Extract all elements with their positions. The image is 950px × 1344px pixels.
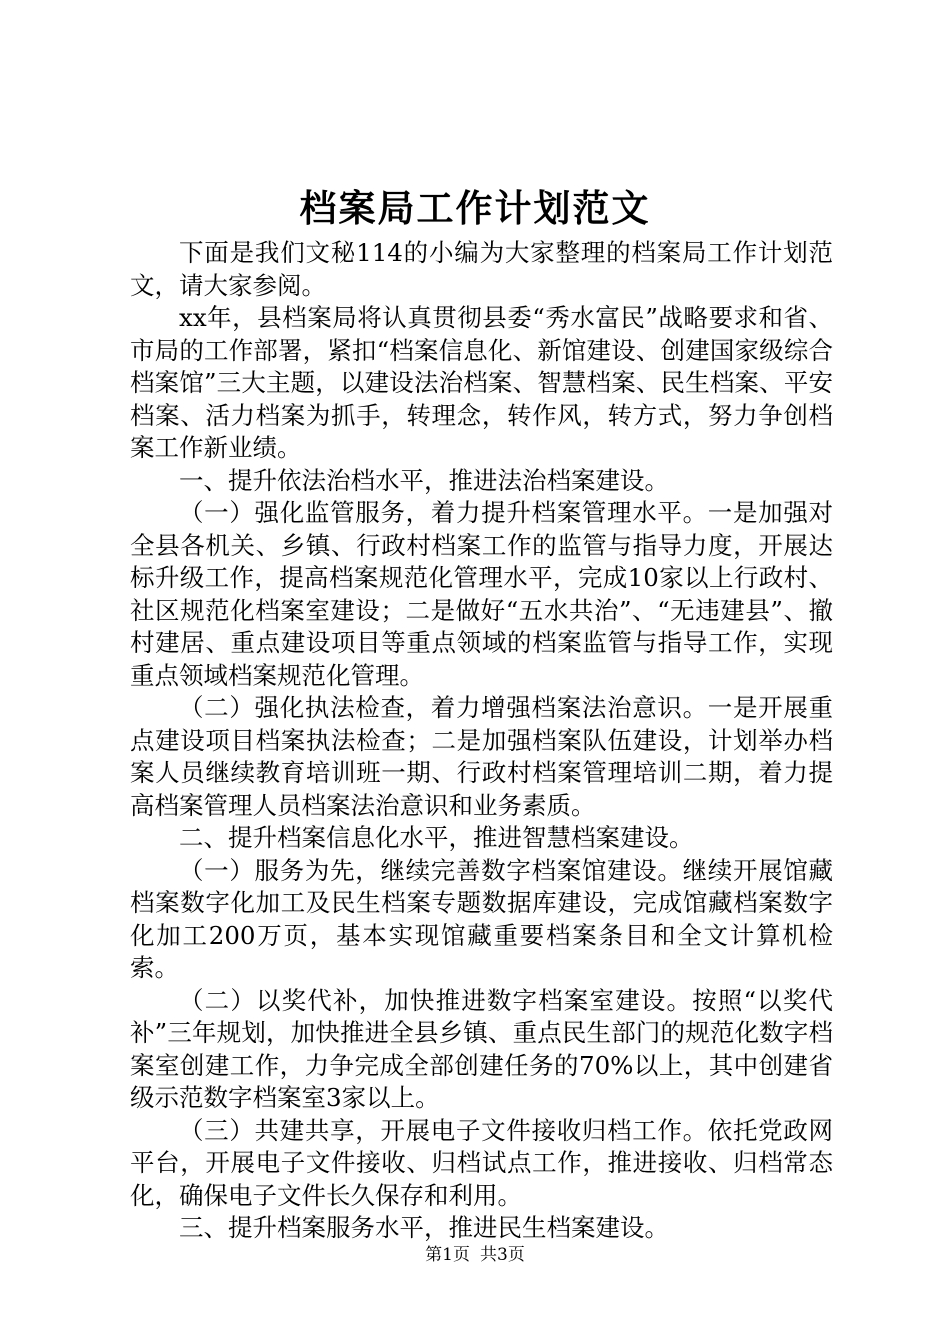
paragraph-intro: 下面是我们文秘114的小编为大家整理的档案局工作计划范文，请大家参阅。 (130, 238, 833, 300)
paragraph-overview: xx年，县档案局将认真贯彻县委“秀水富民”战略要求和省、市局的工作部署，紧扣“档案信息化、新馆建设、创建国家级综合档案馆”三大主题，以建设法治档案、智慧档案、民生档案、平安档案、活力档案为抓手，转理念，转作风，转方式，努力争创档案工作新业绩。 (130, 303, 833, 462)
paragraph-1-1: （一）强化监管服务，着力提升档案管理水平。一是加强对全县各机关、乡镇、行政村档案工作的监管与指导力度，开展达标升级工作，提高档案规范化管理水平，完成10家以上行政村、社区规范化档案室建设；二是做好“五水共治”、“无违建县”、撤村建居、重点建设项目等重点领域的档案监管与指导工作，实现重点领域档案规范化管理。 (130, 498, 833, 690)
page-total: 共3页 (480, 1245, 525, 1265)
document-title: 档案局工作计划范文 (299, 186, 651, 230)
section-heading-1: 一、提升依法治档水平，推进法治档案建设。 (179, 465, 669, 495)
paragraph-2-3: （三）共建共享，开展电子文件接收归档工作。依托党政网平台，开展电子文件接收、归档试点工作，推进接收、归档常态化，确保电子文件长久保存和利用。 (130, 1115, 833, 1210)
paragraph-2-1: （一）服务为先，继续完善数字档案馆建设。继续开展馆藏档案数字化加工及民生档案专题数据库建设，完成馆藏档案数字化加工200万页，基本实现馆藏重要档案条目和全文计算机检索。 (130, 855, 833, 982)
document-body (130, 237, 833, 1245)
section-heading-3: 三、提升档案服务水平，推进民生档案建设。 (179, 1213, 669, 1242)
paragraph-2-2: （二）以奖代补，加快推进数字档案室建设。按照“以奖代补”三年规划，加快推进全县乡镇、重点民生部门的规范化数字档案室创建工作，力争完成全部创建任务的70%以上，其中创建省级示范数字档案室3家以上。 (130, 985, 833, 1112)
paragraph-1-2: （二）强化执法检查，着力增强档案法治意识。一是开展重点建设项目档案执法检查；二是加强档案队伍建设，计划举办档案人员继续教育培训班一期、行政村档案管理培训二期，着力提高档案管理人员档案法治意识和业务素质。 (130, 693, 833, 820)
section-heading-2: 二、提升档案信息化水平，推进智慧档案建设。 (179, 823, 694, 852)
page-number: 第1页 (425, 1245, 470, 1265)
page-footer (0, 1243, 950, 1267)
